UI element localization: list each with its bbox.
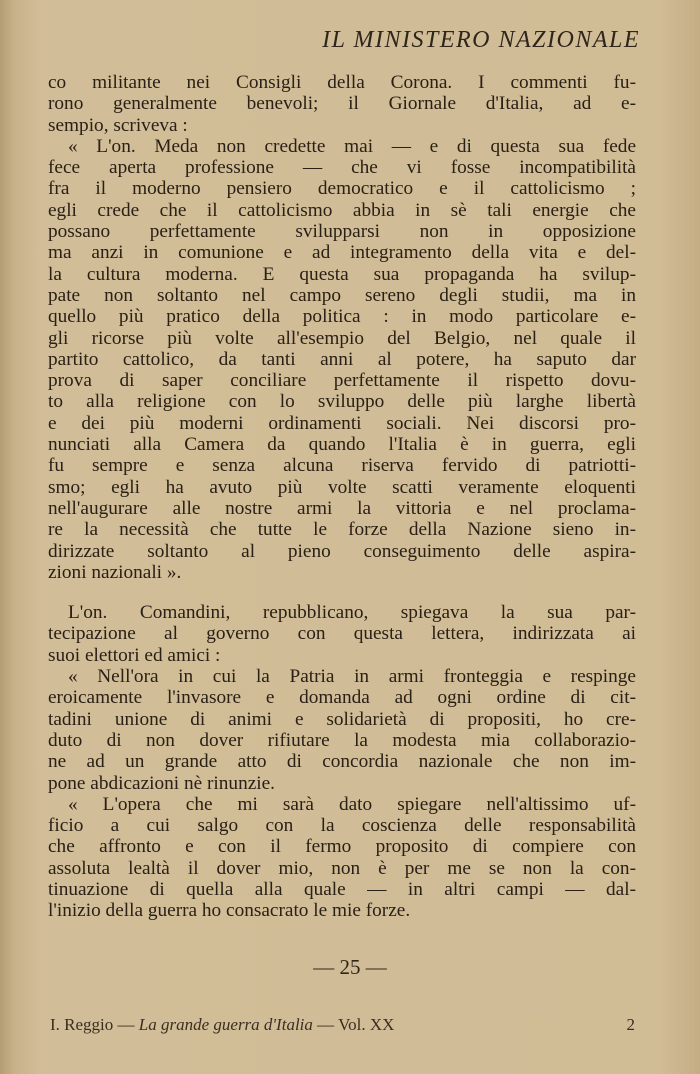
quote-line: nunciati alla Camera da quando l'Italia è in guerra, egli <box>48 434 636 456</box>
quote-line: ne ad un grande atto di concordia nazionale che non im- <box>48 751 636 773</box>
quote-line: assoluta lealtà il dover mio, non è per me se non la con- <box>48 857 636 879</box>
text-line: co militante nei Consigli della Corona. I commenti fu- <box>48 72 636 93</box>
quote-line: ficio a cui salgo con la coscienza delle responsabilità <box>48 815 636 837</box>
quote-line: fra il moderno pensiero democratico e il cattolicismo ; <box>48 178 636 200</box>
separator: — <box>317 1015 335 1034</box>
quote-line: possano perfettamente svilupparsi non in opposizione <box>48 221 636 243</box>
quote-line: duto di non dover rifiutare la modesta mia collaborazio- <box>48 729 636 751</box>
quote-line: tinuazione di quella alla quale — in altri campi — dal- <box>48 878 636 900</box>
quote-line: zioni nazionali ». <box>48 561 182 583</box>
text-line: L'on. Comandini, repubblicano, spiegava la sua par- <box>68 602 636 624</box>
signature-line <box>50 1015 635 1035</box>
quote-line: nell'augurare alle nostre armi la vittoria e nel proclama- <box>48 497 636 519</box>
quote-line: « L'opera che mi sarà dato spiegare nell'altissimo uf- <box>68 793 636 815</box>
text-line: sempio, scriveva : <box>48 114 188 136</box>
quote-line: ma anzi in comunione e ad integramento della vita e del- <box>48 242 636 264</box>
quote-line: fu sempre e senza alcuna riserva fervido di patriotti- <box>48 455 636 477</box>
quote-line: gli ricorse più volte all'esempio del Belgio, nel quale il <box>48 327 636 349</box>
quote-line: dirizzate soltanto al pieno conseguimento delle aspira- <box>48 540 636 562</box>
page-body <box>48 72 636 922</box>
quote-line: la cultura moderna. E questa sua propaganda ha svilup- <box>48 263 636 285</box>
volume-label: Vol. XX <box>338 1015 395 1034</box>
separator: — <box>117 1015 135 1034</box>
quote-line: to alla religione con lo sviluppo delle più larghe libertà <box>48 391 636 413</box>
quote-line: re la necessità che tutte le forze della Nazione sieno in- <box>48 519 636 541</box>
page-number: — 25 — <box>313 955 387 979</box>
running-title: IL MINISTERO NAZIONALE <box>322 27 640 53</box>
quote-line: « L'on. Meda non credette mai — e di questa sua fede <box>68 135 636 157</box>
quote-line: l'inizio della guerra ho consacrato le mie forze. <box>48 900 411 922</box>
quote-line: « Nell'ora in cui la Patria in armi fronteggia e respinge <box>68 666 636 688</box>
quote-line: partito cattolico, da tanti anni al potere, ha saputo dar <box>48 348 636 370</box>
quote-line: che affronto e con il fermo proposito di compiere con <box>48 836 636 858</box>
author-name: I. Reggio <box>50 1015 114 1034</box>
quote-line: e dei più moderni ordinamenti sociali. Nei discorsi pro- <box>48 412 636 434</box>
quote-line: quello più pratico della politica : in modo particolare e- <box>48 306 636 328</box>
work-title: La grande guerra d'Italia <box>138 1015 313 1034</box>
quote-line: smo; egli ha avuto più volte scatti veramente eloquenti <box>48 476 636 498</box>
signature-number: 2 <box>626 1015 635 1034</box>
text-line: suoi elettori ed amici : <box>48 644 221 666</box>
quote-line: egli crede che il cattolicismo abbia in sè tali energie che <box>48 199 636 221</box>
quote-line: eroicamente l'invasore e domanda ad ogni ordine di cit- <box>48 687 636 709</box>
text-line: tecipazione al governo con questa lettera, indirizzata ai <box>48 623 636 645</box>
quote-line: tadini unione di animi e solidarietà di propositi, ho cre- <box>48 708 636 730</box>
quote-line: pone abdicazioni nè rinunzie. <box>48 772 275 794</box>
quote-line: prova di saper conciliare perfettamente il rispetto dovu- <box>48 370 636 392</box>
quote-line: pate non soltanto nel campo sereno degli studii, ma in <box>48 284 636 306</box>
text-line: rono generalmente benevoli; il Giornale d'Italia, ad e- <box>48 93 636 115</box>
quote-line: fece aperta professione — che vi fosse incompatibilità <box>48 157 636 179</box>
